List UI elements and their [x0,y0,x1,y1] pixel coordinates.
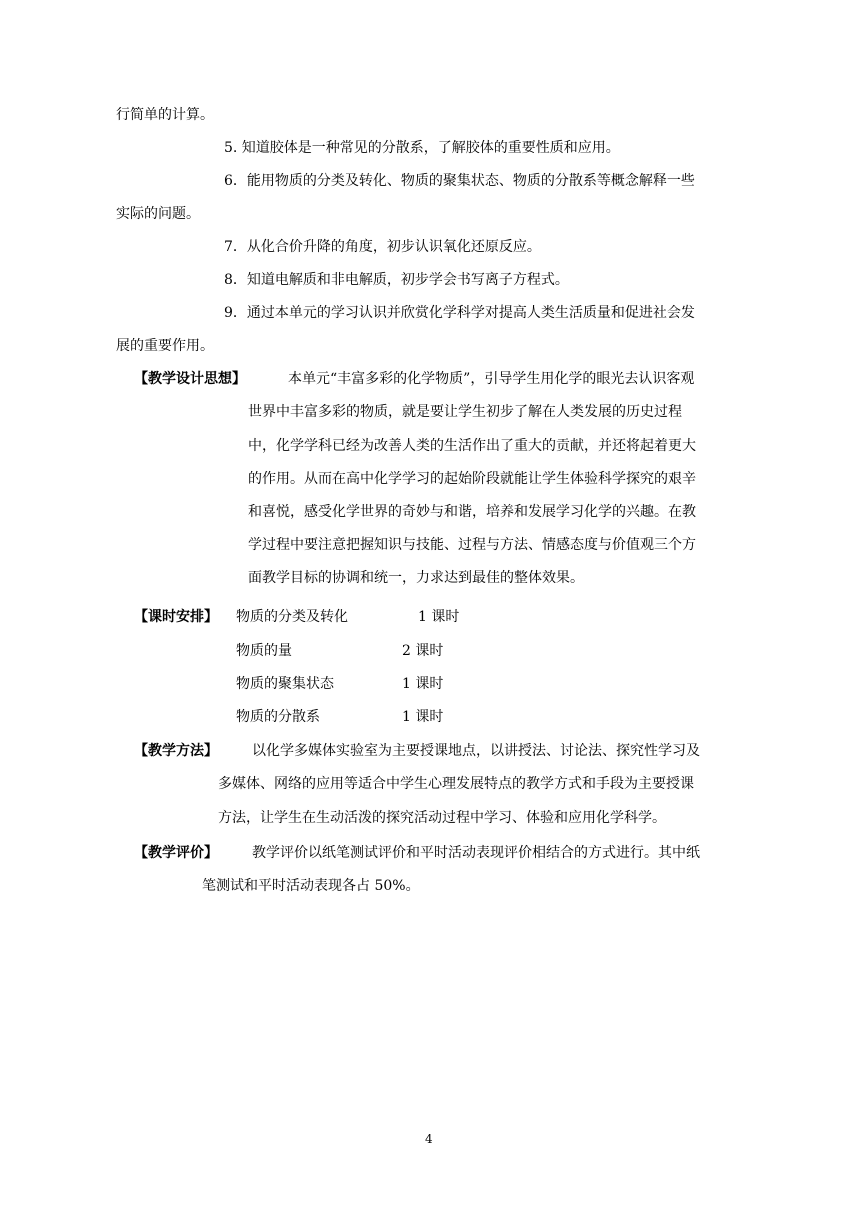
schedule-heading: 【课时安排】 [134,609,218,625]
schedule-topic: 物质的聚集状态 [236,676,334,692]
design-idea-line: 世界中丰富多彩的物质，就是要让学生初步了解在人类发展的历史过程 [248,404,682,420]
objective-9-line-1: 9．通过本单元的学习认识并欣赏化学科学对提高人类生活质量和促进社会发 [224,305,695,321]
design-idea-heading: 【教学设计思想】 [134,371,246,387]
evaluation-heading: 【教学评价】 [134,845,218,861]
design-idea-line: 本单元“丰富多彩的化学物质”，引导学生用化学的眼光去认识客观 [288,371,695,387]
objective-6-line-2: 实际的问题。 [116,206,200,222]
evaluation-line: 教学评价以纸笔测试评价和平时活动表现评价相结合的方式进行。其中纸 [252,845,700,861]
objective-4-tail: 行简单的计算。 [116,107,214,123]
schedule-hours: 1 课时 [418,609,460,625]
objective-7: 7．从化合价升降的角度，初步认识氧化还原反应。 [224,239,541,255]
schedule-hours: 1 课时 [402,709,444,725]
schedule-topic: 物质的分类及转化 [236,609,348,625]
methods-line: 方法，让学生在生动活泼的探究活动过程中学习、体验和应用化学科学。 [218,810,666,826]
objective-9-line-2: 展的重要作用。 [116,338,214,354]
methods-line: 多媒体、网络的应用等适合中学生心理发展特点的教学方式和手段为主要授课 [218,776,694,792]
design-idea-line: 面教学目标的协调和统一，力求达到最佳的整体效果。 [248,570,584,586]
objective-6-line-1: 6．能用物质的分类及转化、物质的聚集状态、物质的分散系等概念解释一些 [224,173,695,189]
objective-8: 8．知道电解质和非电解质，初步学会书写离子方程式。 [224,272,569,288]
design-idea-line: 中，化学学科已经为改善人类的生活作出了重大的贡献，并还将起着更大 [248,438,696,454]
methods-heading: 【教学方法】 [134,743,218,759]
page-number: 4 [425,1132,433,1146]
design-idea-line: 和喜悦，感受化学世界的奇妙与和谐，培养和发展学习化学的兴趣。在教 [248,504,696,520]
methods-line: 以化学多媒体实验室为主要授课地点，以讲授法、讨论法、探究性学习及 [252,743,700,759]
schedule-topic: 物质的量 [236,643,292,659]
objective-5: 5. 知道胶体是一种常见的分散系，了解胶体的重要性质和应用。 [224,140,620,156]
evaluation-line: 笔测试和平时活动表现各占 50%。 [202,878,420,894]
schedule-hours: 1 课时 [402,676,444,692]
design-idea-line: 的作用。从而在高中化学学习的起始阶段就能让学生体验科学探究的艰辛 [248,471,696,487]
schedule-hours: 2 课时 [402,643,444,659]
schedule-topic: 物质的分散系 [236,709,320,725]
design-idea-line: 学过程中要注意把握知识与技能、过程与方法、情感态度与价值观三个方 [248,537,696,553]
